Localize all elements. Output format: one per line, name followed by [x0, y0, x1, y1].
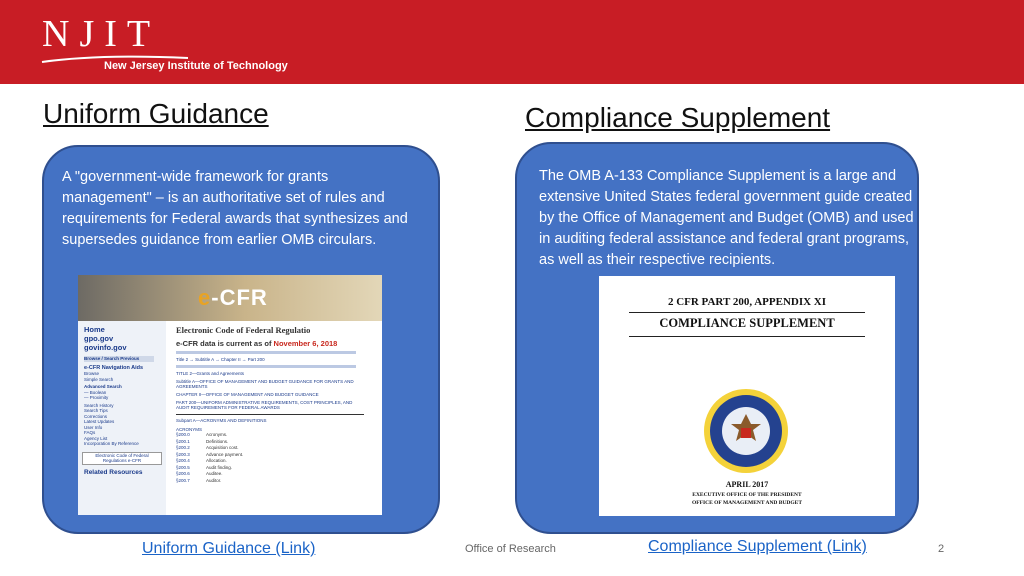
ecfr-logo: e-CFR [198, 285, 268, 310]
ecfr-section-row [176, 478, 382, 485]
ecfr-nav-item: Simple Search [84, 376, 114, 382]
ecfr-nav-item: Incorporation By Reference [84, 441, 139, 446]
ecfr-browse-button: Browse / Search Previous [84, 356, 154, 362]
footer-office: Office of Research [465, 543, 556, 555]
doc-office: OFFICE OF MANAGEMENT AND BUDGET [691, 500, 802, 506]
ecfr-section-title: Auditee. [206, 471, 223, 476]
uniform-guidance-panel [42, 145, 440, 534]
uniform-guidance-heading: Uniform Guidance [43, 98, 269, 129]
ecfr-section-number: §200.3 [176, 451, 190, 457]
ecfr-nav-item: Advanced Search [84, 384, 122, 389]
ecfr-header-image [78, 275, 382, 321]
ecfr-toc-line: ACRONYMS [176, 427, 203, 432]
njit-logo: NJIT [42, 13, 161, 55]
ecfr-nav-heading: e-CFR Navigation Aids [84, 364, 144, 371]
ecfr-section-number: §200.5 [176, 464, 190, 470]
ecfr-nav-item: Browse [84, 371, 100, 376]
ecfr-section-number: §200.7 [176, 477, 190, 483]
ecfr-section-number: §200.1 [176, 438, 190, 444]
ecfr-nav-item: User Info [84, 424, 103, 430]
ecfr-current-date [176, 339, 382, 348]
ecfr-nav-item: Latest Updates [84, 419, 115, 424]
ecfr-section-number: §200.4 [176, 458, 190, 463]
doc-title-main: COMPLIANCE SUPPLEMENT [659, 316, 835, 330]
ecfr-nav-item: FAQs [84, 430, 96, 435]
ecfr-side-link: govinfo.gov [84, 343, 127, 352]
ecfr-date-prefix: e-CFR data is current as of [176, 339, 272, 348]
ecfr-section-number: §200.6 [176, 471, 190, 476]
ecfr-toc-line: Subpart A—ACRONYMS AND DEFINITIONS [176, 418, 267, 423]
uniform-guidance-link[interactable]: Uniform Guidance (Link) [142, 540, 316, 557]
ecfr-page-title: Electronic Code of Federal Regulatio [176, 325, 311, 335]
compliance-supplement-panel [515, 142, 919, 534]
ecfr-section-title: Advance payment. [206, 451, 244, 457]
ecfr-toc-line: CHAPTER II—OFFICE OF MANAGEMENT AND BUDGET GUIDANCE [176, 392, 319, 397]
header-banner [0, 0, 1024, 84]
divider [629, 312, 865, 313]
ecfr-toc-line: PART 200—UNIFORM ADMINISTRATIVE REQUIREMENTS, COST PRINCIPLES, AND AUDIT REQUIREMENTS FOR FEDERAL AWARDS [176, 400, 353, 410]
ecfr-nav-item: — Boolean [84, 389, 107, 395]
ecfr-related-heading: Related Resources [84, 468, 143, 476]
doc-title-part: 2 CFR PART 200, APPENDIX XI [667, 296, 827, 308]
compliance-supplement-description: The OMB A-133 Compliance Supplement is a large and extensive United States federal government guide created by the Office of Management and Budget (OMB) and used in auditing federal assistance and federal grant programs, as well as their respective recipients. [539, 168, 914, 268]
page-number: 2 [938, 543, 945, 555]
compliance-supplement-link[interactable]: Compliance Supplement (Link) [648, 538, 867, 555]
logo-subtitle: New Jersey Institute of Technology [104, 60, 288, 72]
ecfr-section-title: Allocation. [206, 458, 227, 463]
ecfr-badge: Electronic Code of Federal Regulations e-CFR [82, 452, 162, 465]
ecfr-section-title: Definitions. [206, 438, 229, 444]
ecfr-section-number: §200.2 [176, 445, 190, 450]
ecfr-date-value: November 6, 2018 [273, 339, 338, 348]
ecfr-section-title: Audit finding. [206, 464, 233, 470]
divider [176, 351, 356, 354]
compliance-supplement-cover [599, 276, 895, 516]
ecfr-side-link: gpo.gov [84, 334, 114, 343]
divider [629, 336, 865, 337]
ecfr-nav-item: — Proximity [84, 395, 109, 400]
ecfr-nav-item: Search Tips [84, 408, 108, 413]
ecfr-toc-line: TITLE 2—Grants and Agreements [176, 371, 245, 376]
presidential-seal-icon [703, 388, 789, 474]
ecfr-section-number: §200.0 [176, 432, 190, 437]
ecfr-section-title: Acronyms. [206, 432, 228, 437]
divider [176, 365, 356, 368]
uniform-guidance-description: A "government-wide framework for grants management" – is an authoritative set of rules and requirements for Federal awards that synthesizes and supersedes guidance from earlier OMB circulars. [62, 169, 408, 248]
ecfr-toc-line: Subtitle A—OFFICE OF MANAGEMENT AND BUDGET GUIDANCE FOR GRANTS AND AGREEMENTS [176, 379, 354, 389]
ecfr-nav-item: Corrections [84, 413, 108, 419]
ecfr-section-title: Acquisition cost. [206, 445, 239, 450]
doc-date: APRIL 2017 [725, 480, 769, 489]
ecfr-section-title: Auditor. [206, 477, 222, 483]
ecfr-main-content [176, 325, 382, 515]
ecfr-nav-item: Search History [84, 402, 114, 408]
doc-office: EXECUTIVE OFFICE OF THE PRESIDENT [692, 492, 802, 498]
ecfr-nav-item: Agency List [84, 435, 108, 441]
ecfr-side-link: Home [84, 325, 105, 334]
divider [176, 414, 364, 415]
ecfr-screenshot [78, 275, 382, 515]
compliance-supplement-heading: Compliance Supplement [525, 102, 831, 133]
ecfr-sidebar [78, 321, 166, 515]
ecfr-breadcrumb: Title 2 → Subtitle A → Chapter II → Part 200 [176, 357, 265, 362]
